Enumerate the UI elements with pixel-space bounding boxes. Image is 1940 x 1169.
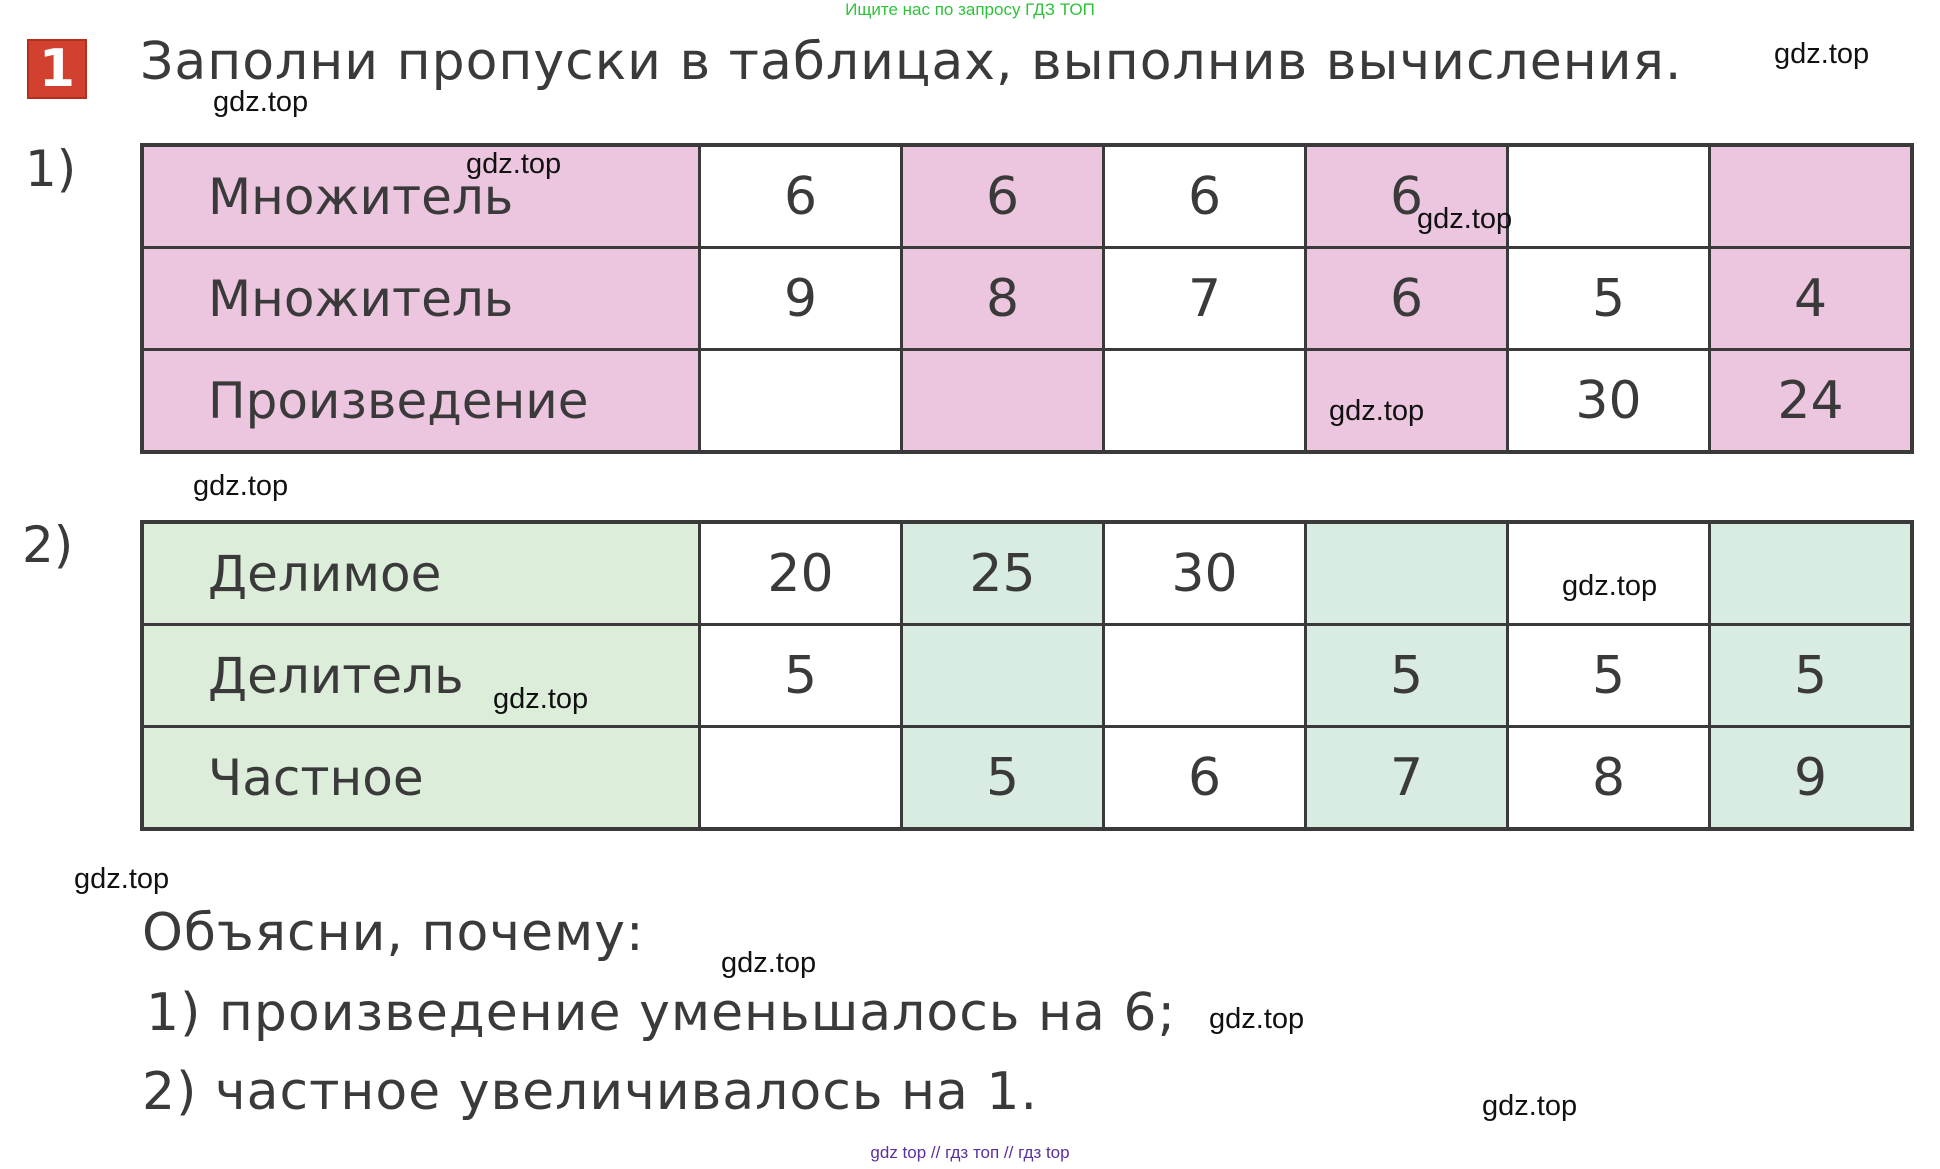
table-cell: 6 bbox=[1104, 727, 1306, 830]
watermark: gdz.top bbox=[493, 683, 589, 715]
table-cell: 9 bbox=[700, 248, 902, 350]
table-cell: 5 bbox=[1710, 625, 1913, 727]
top-banner: Ищите нас по запросу ГДЗ ТОП bbox=[845, 0, 1095, 19]
watermark: gdz.top bbox=[466, 148, 562, 180]
bottom-banner: gdz top // гдз топ // гдз top bbox=[870, 1143, 1070, 1162]
task-title: Заполни пропуски в таблицах, выполнив вычисления. bbox=[140, 32, 1683, 92]
table-cell: 30 bbox=[1508, 350, 1710, 453]
row-label: Частное bbox=[142, 727, 700, 830]
watermark: gdz.top bbox=[1329, 395, 1425, 427]
table-row bbox=[142, 350, 1912, 453]
watermark: gdz.top bbox=[1417, 203, 1513, 235]
table-cell: 25 bbox=[902, 522, 1104, 625]
table-cell: 20 bbox=[700, 522, 902, 625]
table-cell: 24 bbox=[1710, 350, 1913, 453]
table-cell: 6 bbox=[902, 145, 1104, 248]
watermark: gdz.top bbox=[1209, 1003, 1305, 1035]
table-cell: 5 bbox=[700, 625, 902, 727]
table-cell: 30 bbox=[1104, 522, 1306, 625]
table-cell: 7 bbox=[1306, 727, 1508, 830]
row-label: Множитель bbox=[142, 248, 700, 350]
table-cell: 6 bbox=[700, 145, 902, 248]
row-label: Делитель bbox=[142, 625, 700, 727]
table-cell: 4 bbox=[1710, 248, 1913, 350]
multiplication-table bbox=[140, 143, 1914, 454]
division-table bbox=[140, 520, 1914, 831]
watermark: gdz.top bbox=[1774, 38, 1870, 70]
table-cell: 7 bbox=[1104, 248, 1306, 350]
table-cell: 6 bbox=[1306, 145, 1508, 248]
table-cell bbox=[902, 350, 1104, 453]
table-cell bbox=[1710, 522, 1913, 625]
table-cell bbox=[902, 625, 1104, 727]
table-row bbox=[142, 145, 1912, 248]
table-cell bbox=[1104, 625, 1306, 727]
explain-heading: Объясни, почему: bbox=[142, 903, 645, 963]
table-cell bbox=[1710, 145, 1913, 248]
table-cell: 5 bbox=[1508, 625, 1710, 727]
row-label: Делимое bbox=[142, 522, 700, 625]
table-cell: 5 bbox=[902, 727, 1104, 830]
part2-label: 2) bbox=[22, 516, 74, 574]
table-cell bbox=[1306, 522, 1508, 625]
table-cell: 9 bbox=[1710, 727, 1913, 830]
table-row bbox=[142, 727, 1912, 830]
part1-label: 1) bbox=[25, 140, 77, 198]
watermark: gdz.top bbox=[193, 470, 289, 502]
row-label: Множитель bbox=[142, 145, 700, 248]
table-cell bbox=[1104, 350, 1306, 453]
watermark: gdz.top bbox=[1562, 570, 1658, 602]
table-cell: 6 bbox=[1104, 145, 1306, 248]
watermark: gdz.top bbox=[213, 86, 309, 118]
watermark: gdz.top bbox=[721, 947, 817, 979]
table-cell: 6 bbox=[1306, 248, 1508, 350]
table-cell bbox=[700, 727, 902, 830]
table-cell: 5 bbox=[1508, 248, 1710, 350]
explain-item: 1) произведение уменьшалось на 6; bbox=[146, 983, 1176, 1043]
row-label: Произведение bbox=[142, 350, 700, 453]
table-cell: 5 bbox=[1306, 625, 1508, 727]
explain-item: 2) частное увеличивалось на 1. bbox=[142, 1062, 1038, 1122]
table-row bbox=[142, 248, 1912, 350]
task-number-badge: 1 bbox=[27, 39, 87, 99]
table-row bbox=[142, 625, 1912, 727]
watermark: gdz.top bbox=[1482, 1090, 1578, 1122]
table-cell: 8 bbox=[902, 248, 1104, 350]
table-cell bbox=[1508, 145, 1710, 248]
watermark: gdz.top bbox=[74, 863, 170, 895]
table-cell: 8 bbox=[1508, 727, 1710, 830]
table-cell bbox=[700, 350, 902, 453]
